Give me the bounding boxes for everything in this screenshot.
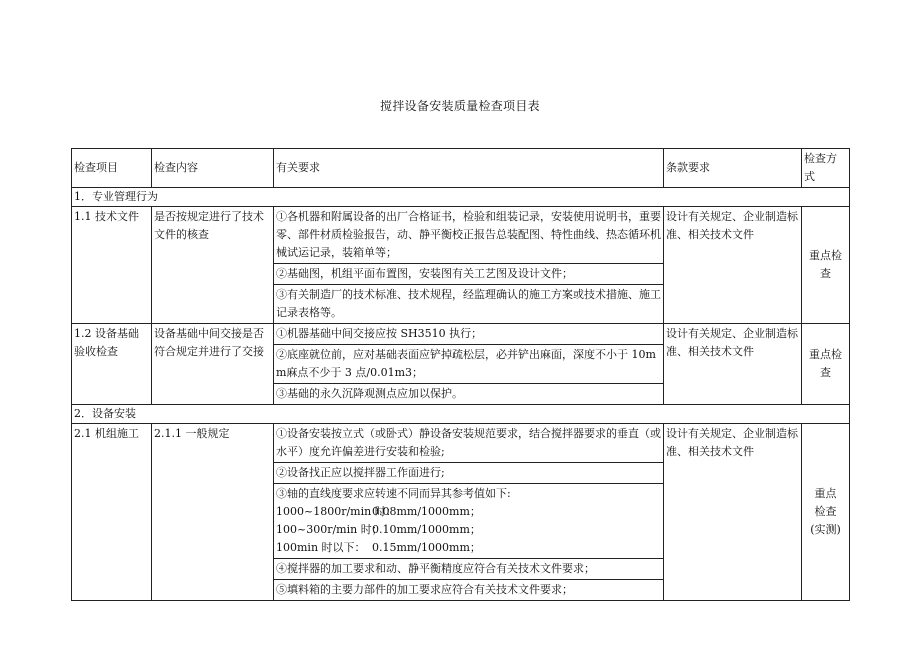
speed-value: 0.08mm/1000mm；: [372, 505, 481, 518]
row-1-item: 1.1 技术文件: [72, 207, 152, 324]
row-2-content: 设备基础中间交接是否符合规定并进行了交接: [152, 324, 274, 405]
row-2-clause: 设计有关规定、企业制造标准、相关技术文件: [664, 324, 802, 405]
header-requirement: 有关要求: [274, 149, 664, 188]
row-3-req-4: ④搅拌器的加工要求和动、静平衡精度应符合有关技术文件要求；: [274, 559, 664, 580]
req-3-intro: ③轴的直线度要求应转速不同而异其参考值如下:: [276, 487, 511, 500]
row-1-content: 是否按规定进行了技术文件的核查: [152, 207, 274, 324]
row-1-method: 重点检查: [802, 207, 850, 324]
row-3-method: [802, 424, 850, 601]
speed-line: [276, 539, 661, 557]
header-method: 检查方式: [802, 149, 850, 188]
row-1-req-1: ①各机器和附属设备的出厂合格证书，检验和组装记录，安装使用说明书，重要零、部件材质检验报告，动、静平衡校正报告总装配图、特性曲线、热态循环机械试运记录，装箱单等；: [274, 207, 664, 264]
header-content: 检查内容: [152, 149, 274, 188]
speed-value: 0.15mm/1000mm；: [372, 541, 481, 554]
header-item: 检查项目: [72, 149, 152, 188]
section-row: [72, 405, 850, 424]
header-clause: 条款要求: [664, 149, 802, 188]
method-line: 重点: [814, 487, 837, 500]
speed-range: 100~300r/min 时；: [276, 523, 383, 536]
speed-range: 100min 时以下：: [276, 541, 366, 554]
speed-line: [276, 521, 661, 539]
speed-line: [276, 503, 661, 521]
speed-value: 0.10mm/1000mm；: [372, 523, 481, 536]
section-1-label: 1．专业管理行为: [72, 188, 850, 207]
row-2-method: 重点检查: [802, 324, 850, 405]
row-2-item: 1.2 设备基础验收检查: [72, 324, 152, 405]
row-3-req-3: [274, 484, 664, 559]
speed-range: 1000~1800r/min 时：: [276, 505, 397, 518]
row-2-req-3: ③基础的永久沉降观测点应加以保护。: [274, 384, 664, 405]
section-row: [72, 188, 850, 207]
row-2-req-2: ②底座就位前，应对基础表面应铲掉疏松层，必并铲出麻面，深度不小于 10mm麻点不少于 3 点/0.01m3；: [274, 345, 664, 384]
header-row: [72, 149, 850, 188]
inspection-table: [71, 148, 850, 601]
row-3-clause: 设计有关规定、企业制造标准、相关技术文件: [664, 424, 802, 601]
method-line: 检查: [814, 505, 837, 518]
table-row: [72, 207, 850, 264]
method-line: (实测): [810, 523, 841, 536]
row-1-req-3: ③有关制造厂的技术标准、技术规程，经监理确认的施工方案或技术措施、施工记录表格等。: [274, 285, 664, 324]
document-title: 搅拌设备安装质量检查项目表: [380, 99, 540, 113]
section-2-label: 2．设备安装: [72, 405, 850, 424]
row-3-req-1: ①设备安装按立式（或卧式）静设备安装规范要求，结合搅拌器要求的垂直（或水平）度允许偏差进行安装和检验;: [274, 424, 664, 463]
row-1-req-2: ②基础图，机组平面布置图，安装图有关工艺图及设计文件；: [274, 264, 664, 285]
table-row: [72, 324, 850, 345]
row-3-item: 2.1 机组施工: [72, 424, 152, 601]
row-2-req-1: ①机器基础中间交接应按 SH3510 执行；: [274, 324, 664, 345]
row-1-clause: 设计有关规定、企业制造标准、相关技术文件: [664, 207, 802, 324]
row-3-content: 2.1.1 一般规定: [152, 424, 274, 601]
row-3-req-5: ⑤填料箱的主要力部件的加工要求应符合有关技术文件要求；: [274, 580, 664, 601]
table-row: [72, 424, 850, 463]
row-3-req-2: ②设备找正应以搅拌器工作面进行;: [274, 463, 664, 484]
